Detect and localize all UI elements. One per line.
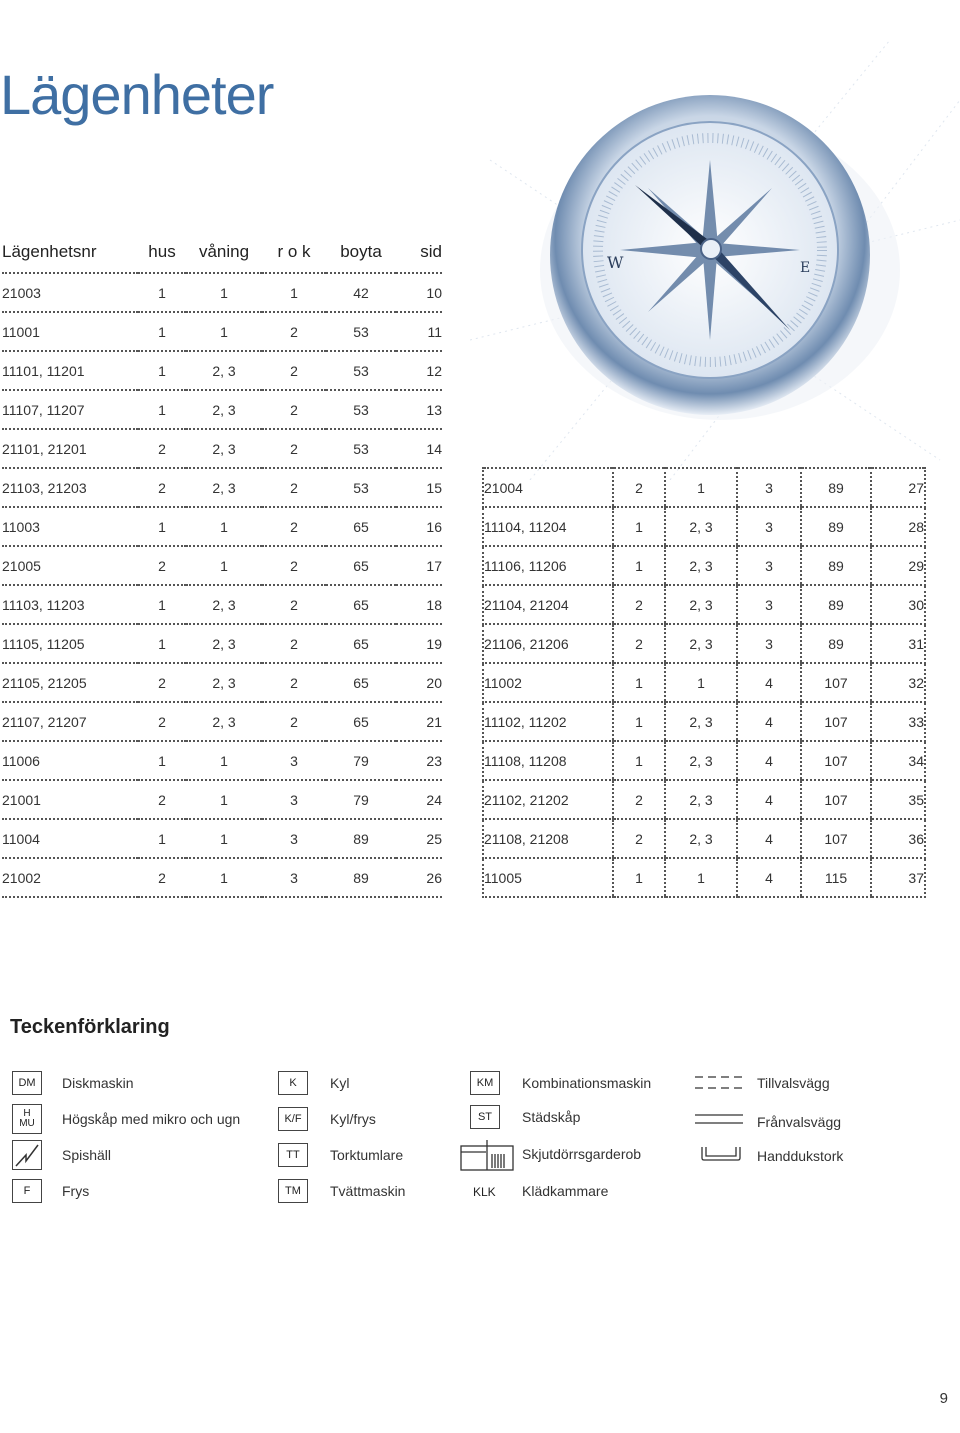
- cell-floor: 2, 3: [186, 351, 262, 390]
- legend-label-tall-cabinet: Högskåp med mikro och ugn: [62, 1111, 241, 1127]
- cell-building: 1: [138, 585, 186, 624]
- cell-floor: 2, 3: [665, 702, 737, 741]
- table-row: [2, 273, 442, 312]
- cell-area: 53: [326, 468, 396, 507]
- cell-floor: 1: [186, 819, 262, 858]
- legend-label-dryer: Torktumlare: [330, 1147, 404, 1163]
- cell-apartment-number: 21108, 21208: [483, 819, 613, 858]
- table-row: [2, 858, 442, 897]
- cell-apartment-number: 11107, 11207: [2, 390, 138, 429]
- cell-building: 1: [138, 351, 186, 390]
- table-row: [2, 741, 442, 780]
- cell-building: 1: [138, 312, 186, 351]
- cell-page: 19: [396, 624, 442, 663]
- cell-area: 65: [326, 507, 396, 546]
- legend-title: Teckenförklaring: [10, 1016, 170, 1038]
- table-header-row: [2, 232, 442, 273]
- cell-page: 17: [396, 546, 442, 585]
- cell-building: 1: [138, 819, 186, 858]
- freezer-code-box: F: [12, 1179, 42, 1203]
- table-row: [483, 468, 925, 507]
- legend-label-sliding-wardrobe: Skjutdörrsgarderob: [522, 1146, 642, 1162]
- cell-building: 1: [613, 507, 665, 546]
- cell-area: 107: [801, 819, 871, 858]
- table-row: [2, 624, 442, 663]
- sliding-wardrobe-icon: [460, 1138, 514, 1172]
- cell-floor: 1: [186, 312, 262, 351]
- cell-rooms: 3: [737, 585, 801, 624]
- cell-page: 11: [396, 312, 442, 351]
- column-header-page: sid: [396, 232, 442, 273]
- cell-area: 89: [326, 819, 396, 858]
- legend-label-dishwasher: Diskmaskin: [62, 1075, 134, 1091]
- cell-building: 1: [613, 663, 665, 702]
- page-title: Lägenheter: [0, 63, 274, 126]
- cell-apartment-number: 21101, 21201: [2, 429, 138, 468]
- legend-label-walk-in-closet: Klädkammare: [522, 1183, 609, 1199]
- cell-floor: 2, 3: [665, 507, 737, 546]
- cell-apartment-number: 11102, 11202: [483, 702, 613, 741]
- double-line-wall-icon: [695, 1113, 745, 1125]
- tall-cabinet-code-box: [12, 1104, 42, 1134]
- cell-rooms: 2: [262, 429, 326, 468]
- table-row: [2, 819, 442, 858]
- cell-area: 89: [801, 507, 871, 546]
- cell-page: 25: [396, 819, 442, 858]
- cell-area: 107: [801, 780, 871, 819]
- cell-floor: 2, 3: [186, 663, 262, 702]
- cell-page: 34: [871, 741, 925, 780]
- cell-area: 53: [326, 429, 396, 468]
- cell-apartment-number: 11101, 11201: [2, 351, 138, 390]
- column-header-floor: våning: [186, 232, 262, 273]
- cell-rooms: 3: [737, 507, 801, 546]
- dashed-wall-icon: [695, 1075, 745, 1091]
- cell-building: 2: [138, 546, 186, 585]
- page-number: 9: [939, 1390, 948, 1407]
- walk-in-closet-code: KLK: [473, 1185, 496, 1199]
- column-header-rooms: r o k: [262, 232, 326, 273]
- cell-rooms: 3: [262, 780, 326, 819]
- cell-rooms: 2: [262, 390, 326, 429]
- cell-apartment-number: 21104, 21204: [483, 585, 613, 624]
- cell-area: 89: [326, 858, 396, 897]
- dryer-code-box: TT: [278, 1143, 308, 1167]
- cell-rooms: 4: [737, 780, 801, 819]
- cell-rooms: 2: [262, 312, 326, 351]
- table-row: [483, 858, 925, 897]
- fridge-freezer-code-box: K/F: [278, 1107, 308, 1131]
- cell-rooms: 4: [737, 741, 801, 780]
- table-row: [2, 546, 442, 585]
- cell-apartment-number: 21001: [2, 780, 138, 819]
- cell-building: 2: [613, 780, 665, 819]
- cell-page: 13: [396, 390, 442, 429]
- table-row: [483, 819, 925, 858]
- cell-area: 107: [801, 741, 871, 780]
- towel-rail-icon: [700, 1146, 742, 1162]
- column-header-area: boyta: [326, 232, 396, 273]
- cell-apartment-number: 11106, 11206: [483, 546, 613, 585]
- cell-area: 53: [326, 312, 396, 351]
- cell-page: 14: [396, 429, 442, 468]
- table-row: [2, 780, 442, 819]
- cell-page: 29: [871, 546, 925, 585]
- cell-building: 1: [138, 507, 186, 546]
- table-row: [2, 429, 442, 468]
- tall-cabinet-code-top: H: [23, 1108, 31, 1119]
- cell-area: 65: [326, 624, 396, 663]
- apartment-table-right: [482, 467, 926, 898]
- cell-floor: 2, 3: [665, 585, 737, 624]
- cell-building: 2: [138, 702, 186, 741]
- cell-floor: 2, 3: [186, 429, 262, 468]
- table-row: [483, 780, 925, 819]
- cell-rooms: 4: [737, 663, 801, 702]
- cell-rooms: 3: [737, 546, 801, 585]
- cell-rooms: 2: [262, 663, 326, 702]
- cell-building: 2: [138, 429, 186, 468]
- tall-cabinet-code-bottom: MU: [19, 1118, 35, 1129]
- cell-page: 18: [396, 585, 442, 624]
- dishwasher-code-box: DM: [12, 1071, 42, 1095]
- legend-label-towel-rail: Handdukstork: [757, 1148, 844, 1164]
- cell-area: 89: [801, 585, 871, 624]
- cell-page: 32: [871, 663, 925, 702]
- cell-building: 2: [613, 819, 665, 858]
- legend-label-optional-wall: Tillvalsvägg: [757, 1075, 830, 1091]
- cell-rooms: 3: [262, 858, 326, 897]
- cell-floor: 1: [665, 468, 737, 507]
- cell-building: 2: [613, 585, 665, 624]
- table-row: [483, 624, 925, 663]
- cell-floor: 2, 3: [186, 390, 262, 429]
- cell-page: 12: [396, 351, 442, 390]
- cell-page: 27: [871, 468, 925, 507]
- cell-building: 2: [138, 663, 186, 702]
- cell-floor: 1: [665, 663, 737, 702]
- cell-floor: 1: [186, 273, 262, 312]
- cell-rooms: 2: [262, 585, 326, 624]
- cell-rooms: 3: [737, 624, 801, 663]
- cleaning-cupboard-code-box: ST: [470, 1105, 500, 1129]
- column-header-apartment-number: Lägenhetsnr: [2, 232, 138, 273]
- legend-label-washer: Tvättmaskin: [330, 1183, 406, 1199]
- cell-floor: 2, 3: [665, 780, 737, 819]
- apartment-table-left: [2, 232, 442, 898]
- cell-building: 1: [138, 390, 186, 429]
- cell-floor: 2, 3: [665, 741, 737, 780]
- table-row: [2, 351, 442, 390]
- svg-text:W: W: [607, 253, 624, 272]
- legend-label-freezer: Frys: [62, 1183, 90, 1199]
- legend-label-fridge-freezer: Kyl/frys: [330, 1111, 376, 1127]
- cell-floor: 2, 3: [665, 624, 737, 663]
- table-row: [483, 702, 925, 741]
- cell-apartment-number: 21106, 21206: [483, 624, 613, 663]
- cell-rooms: 3: [262, 741, 326, 780]
- cell-area: 107: [801, 663, 871, 702]
- cell-apartment-number: 11103, 11203: [2, 585, 138, 624]
- cell-floor: 2, 3: [665, 546, 737, 585]
- legend-label-stove: Spishäll: [62, 1147, 112, 1163]
- cell-area: 65: [326, 546, 396, 585]
- cell-page: 37: [871, 858, 925, 897]
- cell-rooms: 4: [737, 858, 801, 897]
- cell-page: 15: [396, 468, 442, 507]
- cell-page: 23: [396, 741, 442, 780]
- table-row: [483, 663, 925, 702]
- cell-area: 42: [326, 273, 396, 312]
- cell-floor: 1: [665, 858, 737, 897]
- table-row: [2, 702, 442, 741]
- cell-page: 30: [871, 585, 925, 624]
- combination-machine-code-box: KM: [470, 1071, 500, 1095]
- cell-page: 28: [871, 507, 925, 546]
- cell-area: 65: [326, 585, 396, 624]
- cell-apartment-number: 21002: [2, 858, 138, 897]
- cell-floor: 2, 3: [186, 585, 262, 624]
- cell-floor: 1: [186, 546, 262, 585]
- cell-building: 1: [613, 858, 665, 897]
- table-row: [483, 546, 925, 585]
- cell-page: 36: [871, 819, 925, 858]
- legend-label-removable-wall: Frånvalsvägg: [757, 1114, 842, 1130]
- table-row: [483, 585, 925, 624]
- cell-page: 21: [396, 702, 442, 741]
- cell-area: 115: [801, 858, 871, 897]
- legend-label-fridge: Kyl: [330, 1075, 350, 1091]
- legend-label-cleaning-cupboard: Städskåp: [522, 1109, 581, 1125]
- cell-page: 16: [396, 507, 442, 546]
- cell-page: 20: [396, 663, 442, 702]
- table-row: [2, 312, 442, 351]
- cell-building: 2: [138, 858, 186, 897]
- legend-label-combination-machine: Kombinationsmaskin: [522, 1075, 652, 1091]
- column-header-building: hus: [138, 232, 186, 273]
- cell-building: 1: [613, 702, 665, 741]
- cell-rooms: 2: [262, 507, 326, 546]
- cell-building: 1: [138, 273, 186, 312]
- cell-building: 1: [613, 741, 665, 780]
- cell-rooms: 2: [262, 624, 326, 663]
- cell-building: 2: [138, 780, 186, 819]
- cell-apartment-number: 21107, 21207: [2, 702, 138, 741]
- cell-page: 26: [396, 858, 442, 897]
- cell-building: 2: [613, 468, 665, 507]
- svg-text:E: E: [800, 260, 811, 276]
- cell-area: 53: [326, 351, 396, 390]
- cell-area: 65: [326, 702, 396, 741]
- cell-apartment-number: 11108, 11208: [483, 741, 613, 780]
- cell-apartment-number: 11105, 11205: [2, 624, 138, 663]
- cell-apartment-number: 11003: [2, 507, 138, 546]
- cell-floor: 1: [186, 741, 262, 780]
- cell-area: 89: [801, 468, 871, 507]
- cell-apartment-number: 11006: [2, 741, 138, 780]
- cell-floor: 2, 3: [186, 468, 262, 507]
- cell-building: 1: [138, 624, 186, 663]
- cell-area: 79: [326, 780, 396, 819]
- cell-floor: 1: [186, 780, 262, 819]
- cell-apartment-number: 11001: [2, 312, 138, 351]
- cell-apartment-number: 21102, 21202: [483, 780, 613, 819]
- cell-apartment-number: 21003: [2, 273, 138, 312]
- table-row: [2, 507, 442, 546]
- cell-building: 2: [138, 468, 186, 507]
- cell-page: 24: [396, 780, 442, 819]
- cell-page: 10: [396, 273, 442, 312]
- cell-building: 1: [138, 741, 186, 780]
- cell-rooms: 3: [262, 819, 326, 858]
- cell-area: 89: [801, 546, 871, 585]
- cell-rooms: 2: [262, 546, 326, 585]
- table-row: [2, 585, 442, 624]
- cell-rooms: 2: [262, 351, 326, 390]
- table-row: [2, 390, 442, 429]
- cell-page: 35: [871, 780, 925, 819]
- cell-rooms: 4: [737, 702, 801, 741]
- cell-apartment-number: 21103, 21203: [2, 468, 138, 507]
- table-row: [483, 741, 925, 780]
- cell-building: 1: [613, 546, 665, 585]
- washer-code-box: TM: [278, 1179, 308, 1203]
- cell-floor: 2, 3: [186, 624, 262, 663]
- cell-apartment-number: 11104, 11204: [483, 507, 613, 546]
- fridge-code-box: K: [278, 1071, 308, 1095]
- cell-area: 53: [326, 390, 396, 429]
- compass-image: [470, 40, 960, 480]
- cell-area: 79: [326, 741, 396, 780]
- cell-rooms: 1: [262, 273, 326, 312]
- table-row: [2, 468, 442, 507]
- cell-apartment-number: 11004: [2, 819, 138, 858]
- cell-floor: 1: [186, 507, 262, 546]
- cell-building: 2: [613, 624, 665, 663]
- cell-floor: 1: [186, 858, 262, 897]
- cell-rooms: 2: [262, 468, 326, 507]
- cell-area: 107: [801, 702, 871, 741]
- cell-apartment-number: 11002: [483, 663, 613, 702]
- cell-floor: 2, 3: [665, 819, 737, 858]
- cell-apartment-number: 21005: [2, 546, 138, 585]
- cell-apartment-number: 21105, 21205: [2, 663, 138, 702]
- cell-area: 65: [326, 663, 396, 702]
- cell-rooms: 3: [737, 468, 801, 507]
- cell-area: 89: [801, 624, 871, 663]
- cell-page: 33: [871, 702, 925, 741]
- cell-rooms: 2: [262, 702, 326, 741]
- cell-rooms: 4: [737, 819, 801, 858]
- cell-page: 31: [871, 624, 925, 663]
- cell-floor: 2, 3: [186, 702, 262, 741]
- stove-icon: [12, 1140, 42, 1170]
- table-row: [483, 507, 925, 546]
- table-row: [2, 663, 442, 702]
- cell-apartment-number: 11005: [483, 858, 613, 897]
- cell-apartment-number: 21004: [483, 468, 613, 507]
